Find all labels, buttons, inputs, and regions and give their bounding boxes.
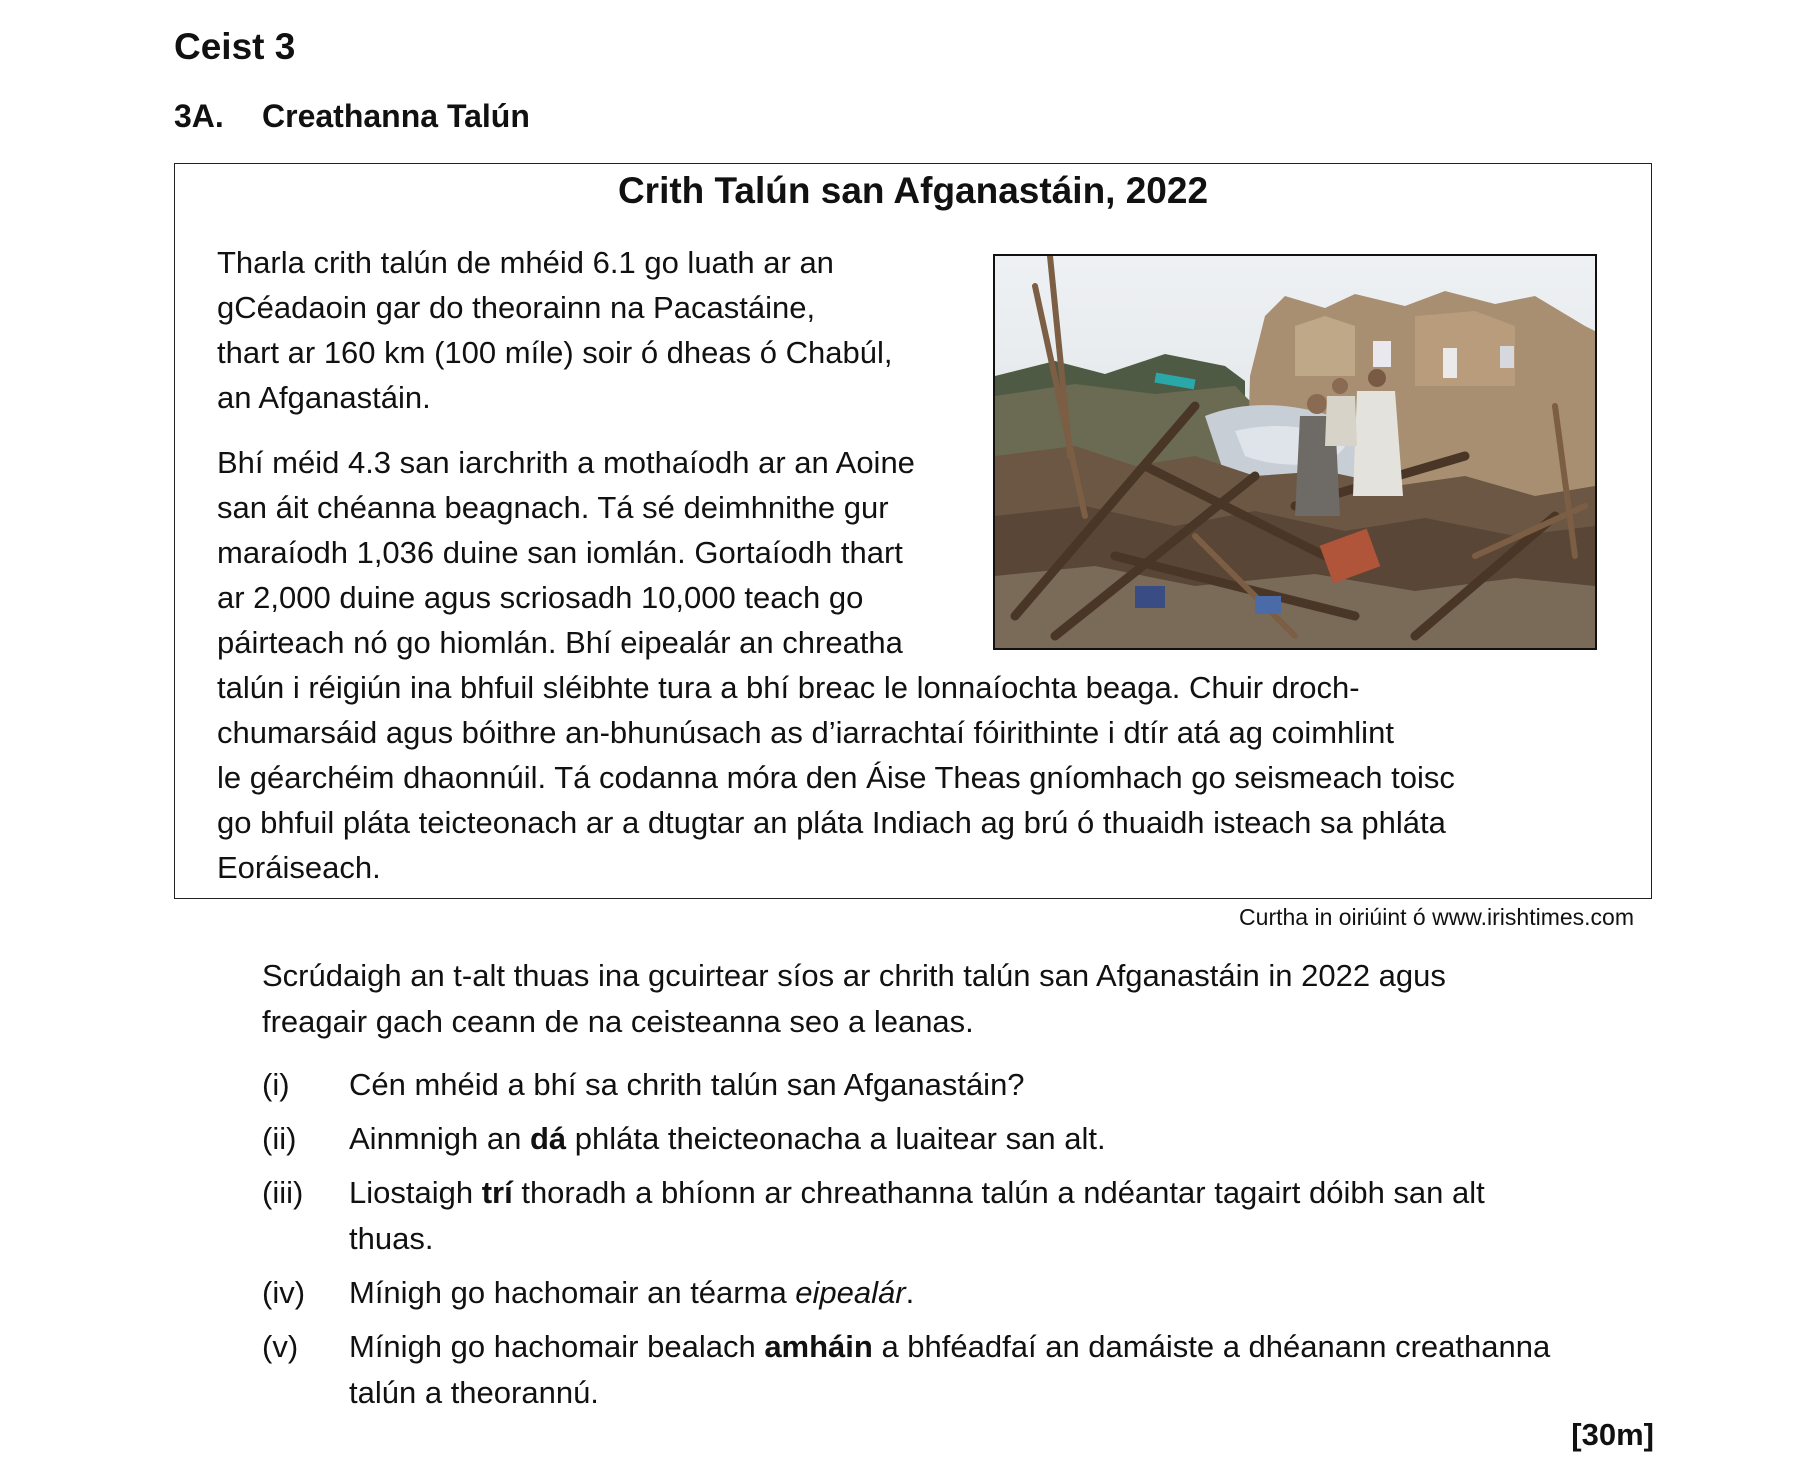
article-box: [174, 163, 1652, 899]
paragraph-line: Bhí méid 4.3 san iarchrith a mothaíodh ar an Aoine: [217, 445, 915, 480]
emphasis-bold: amháin: [764, 1329, 873, 1364]
marks-total: [30m]: [1571, 1417, 1654, 1452]
question-number: (v): [262, 1329, 299, 1364]
question-number: (iv): [262, 1275, 306, 1310]
text-run: .: [905, 1275, 915, 1310]
paragraph-line: talún i réigiún ina bhfuil sléibhte tura a bhí breac le lonnaíochta beaga. Chuir droch-: [217, 670, 1360, 705]
paragraph-line: ar 2,000 duine agus scriosadh 10,000 teach go: [217, 580, 864, 615]
paragraph-line: an Afganastáin.: [217, 380, 431, 415]
paragraph-line: thart ar 160 km (100 míle) soir ó dheas ó Chabúl,: [217, 335, 893, 370]
instructions: [262, 953, 1446, 1045]
text-run: Ainmnigh an: [349, 1121, 530, 1156]
question-text: [349, 1270, 1550, 1316]
question-item: [262, 1062, 1550, 1108]
text-run: Mínigh go hachomair bealach: [349, 1329, 765, 1364]
question-item: [262, 1324, 1550, 1416]
paragraph-line: Eoráiseach.: [217, 850, 381, 885]
question-text: [349, 1170, 1550, 1216]
question-text: Cén mhéid a bhí sa chrith talún san Afganastáin?: [349, 1067, 1025, 1102]
paragraph-line: le géarchéim dhaonnúil. Tá codanna móra den Áise Theas gníomhach go seismeach toisc: [217, 760, 1455, 795]
question-text-continued: talún a theorannú.: [349, 1375, 599, 1410]
question-item: [262, 1270, 1550, 1316]
question-list: [262, 1062, 1550, 1416]
text-run: phláta theicteonacha a luaitear san alt.: [566, 1121, 1106, 1156]
instruction-line: freagair gach ceann de na ceisteanna seo a leanas.: [262, 1004, 974, 1039]
question-item: [262, 1116, 1550, 1162]
emphasis-bold: dá: [529, 1121, 567, 1156]
section-heading: [174, 98, 530, 135]
section-title: Creathanna Talún: [262, 98, 530, 134]
text-run: thoradh a bhíonn ar chreathanna talún a ndéantar tagairt dóibh san alt: [512, 1175, 1485, 1210]
question-number: (iii): [262, 1175, 304, 1210]
article-title: Crith Talún san Afganastáin, 2022: [617, 170, 1209, 211]
section-number: 3A.: [174, 98, 224, 134]
article-paragraph-1: [217, 240, 892, 420]
paragraph-line: san áit chéanna beagnach. Tá sé deimhnithe gur: [217, 490, 889, 525]
emphasis-bold: trí: [481, 1175, 513, 1210]
article-paragraph-2: [217, 440, 1455, 890]
text-run: Liostaigh: [349, 1175, 482, 1210]
paragraph-line: gCéadaoin gar do theorainn na Pacastáine,: [217, 290, 816, 325]
question-item: [262, 1170, 1550, 1262]
paragraph-line: go bhfuil pláta teicteonach ar a dtugtar an pláta Indiach ag brú ó thuaidh isteach sa phláta: [217, 805, 1446, 840]
emphasis-italic: eipealár: [795, 1275, 906, 1310]
text-run: a bhféadfaí an damáiste a dhéanann creathanna: [872, 1329, 1551, 1364]
question-text: [349, 1324, 1550, 1370]
paragraph-line: Tharla crith talún de mhéid 6.1 go luath ar an: [217, 245, 834, 280]
paragraph-line: chumarsáid agus bóithre an-bhunúsach as d’iarrachtaí fóirithinte i dtír atá ag coimhlint: [217, 715, 1394, 750]
question-number: (ii): [262, 1121, 297, 1156]
text-run: Mínigh go hachomair an téarma: [349, 1275, 796, 1310]
source-credit: Curtha in oiriúint ó www.irishtimes.com: [1239, 904, 1634, 930]
question-title: Ceist 3: [174, 26, 296, 67]
question-number: (i): [262, 1067, 290, 1102]
instruction-line: Scrúdaigh an t-alt thuas ina gcuirtear síos ar chrith talún san Afganastáin in 2022 agus: [262, 958, 1446, 993]
paragraph-line: maraíodh 1,036 duine san iomlán. Gortaíodh thart: [217, 535, 903, 570]
question-text: [349, 1116, 1550, 1162]
paragraph-line: páirteach nó go hiomlán. Bhí eipealár an chreatha: [217, 625, 903, 660]
question-text-continued: thuas.: [349, 1221, 434, 1256]
